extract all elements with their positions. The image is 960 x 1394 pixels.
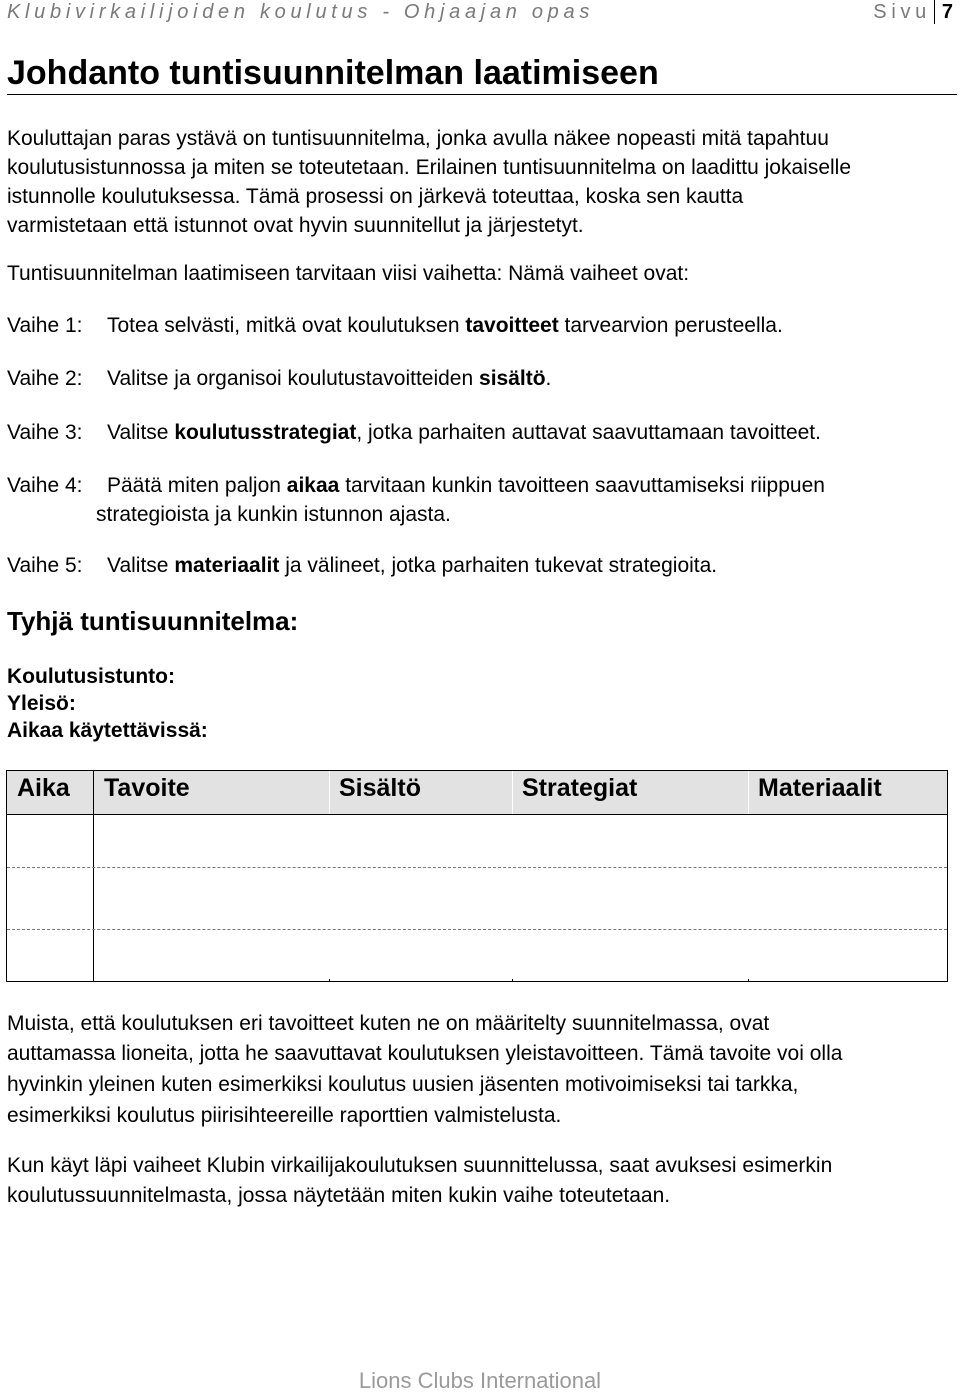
column-divider <box>93 771 94 814</box>
column-divider <box>512 771 513 814</box>
step-keyword: tavoitteet <box>465 314 559 337</box>
header-page-label: Sivu <box>873 1 931 23</box>
step-1: Vaihe 1: Totea selvästi, mitkä ovat koulutuksen tavoitteet tarvearvion perusteella. <box>7 311 783 340</box>
step-label: Vaihe 2: <box>7 367 83 390</box>
table-header-row <box>7 771 947 815</box>
closing-line-2: koulutussuunnitelmasta, jossa näytetään miten kukin vaihe toteutetaan. <box>7 1184 671 1207</box>
header-title: Klubivirkailijoiden koulutus - Ohjaajan opas <box>7 1 595 23</box>
table-row-divider <box>7 867 947 868</box>
page-header <box>7 0 953 24</box>
step-keyword: koulutusstrategiat <box>174 421 357 444</box>
column-header-objective: Tavoite <box>104 774 190 802</box>
column-header-strategies: Strategiat <box>522 774 638 802</box>
step-3: Vaihe 3: Valitse koulutusstrategiat, jotka parhaiten auttavat saavuttamaan tavoitteet. <box>7 418 821 447</box>
page-footer: Lions Clubs International <box>358 1368 602 1393</box>
step-4-continuation: strategioista ja kunkin istunnon ajasta. <box>96 503 451 526</box>
remember-line-3: hyvinkin yleinen kuten esimerkiksi koulutus uusien jäsenten motivoimiseksi tai tarkka, <box>7 1073 799 1096</box>
phases-intro: Tuntisuunnitelman laatimiseen tarvitaan viisi vaihetta: Nämä vaiheet ovat: <box>7 262 690 285</box>
audience-label: Yleisö: <box>7 692 76 715</box>
intro-line-1: Kouluttajan paras ystävä on tuntisuunnitelma, jonka avulla näkee nopeasti mitä tapahtuu <box>7 127 829 150</box>
step-2: Vaihe 2: Valitse ja organisoi koulutustavoitteiden sisältö. <box>7 364 551 393</box>
step-label: Vaihe 4: <box>7 474 83 497</box>
step-label: Vaihe 1: <box>7 314 83 337</box>
remember-line-4: esimerkiksi koulutus piirisihteereille raporttien valmistelusta. <box>7 1104 562 1127</box>
intro-line-2: koulutusistunnossa ja miten se toteutetaan. Erilainen tuntisuunnitelma on laadittu jokaiselle <box>7 156 852 179</box>
closing-line-1: Kun käyt läpi vaiheet Klubin virkailijakoulutuksen suunnittelussa, saat avuksesi esimerkin <box>7 1154 833 1177</box>
step-label: Vaihe 5: <box>7 554 83 577</box>
intro-line-3: istunnolle koulutuksessa. Tämä prosessi on järkevä toteuttaa, koska sen kautta <box>7 185 744 208</box>
page-title: Johdanto tuntisuunnitelman laatimiseen <box>7 52 957 95</box>
intro-line-4: varmistetaan että istunnot ovat hyvin suunnitellut ja järjestetyt. <box>7 214 584 237</box>
header-page-number: 7 <box>934 0 953 24</box>
column-header-content: Sisältö <box>339 774 421 802</box>
blank-plan-title: Tyhjä tuntisuunnitelma: <box>7 606 299 636</box>
remember-line-2: auttamassa lioneita, jotta he saavuttavat koulutuksen yleistavoitteen. Tämä tavoite voi olla <box>7 1042 843 1065</box>
column-divider <box>329 771 330 814</box>
step-label: Vaihe 3: <box>7 421 83 444</box>
column-header-time: Aika <box>17 774 70 802</box>
column-tick <box>748 979 749 981</box>
column-divider <box>748 771 749 814</box>
table-row-divider <box>7 929 947 930</box>
remember-line-1: Muista, että koulutuksen eri tavoitteet kuten ne on määritelty suunnitelmassa, ovat <box>7 1012 770 1035</box>
session-label: Koulutusistunto: <box>7 665 175 688</box>
column-header-materials: Materiaalit <box>758 774 882 802</box>
step-keyword: materiaalit <box>174 554 280 577</box>
step-keyword: sisältö <box>479 367 546 390</box>
column-tick <box>329 979 330 981</box>
step-5: Vaihe 5: Valitse materiaalit ja välineet, jotka parhaiten tukevat strategioita. <box>7 551 717 580</box>
step-4: Vaihe 4: Päätä miten paljon aikaa tarvitaan kunkin tavoitteen saavuttamiseksi riippuen strategioista ja kunkin istunnon ajasta. <box>7 471 825 529</box>
step-keyword: aikaa <box>286 474 340 497</box>
column-tick <box>512 979 513 981</box>
column-divider <box>93 815 94 981</box>
time-available-label: Aikaa käytettävissä: <box>7 719 208 742</box>
blank-plan-table <box>6 770 948 982</box>
